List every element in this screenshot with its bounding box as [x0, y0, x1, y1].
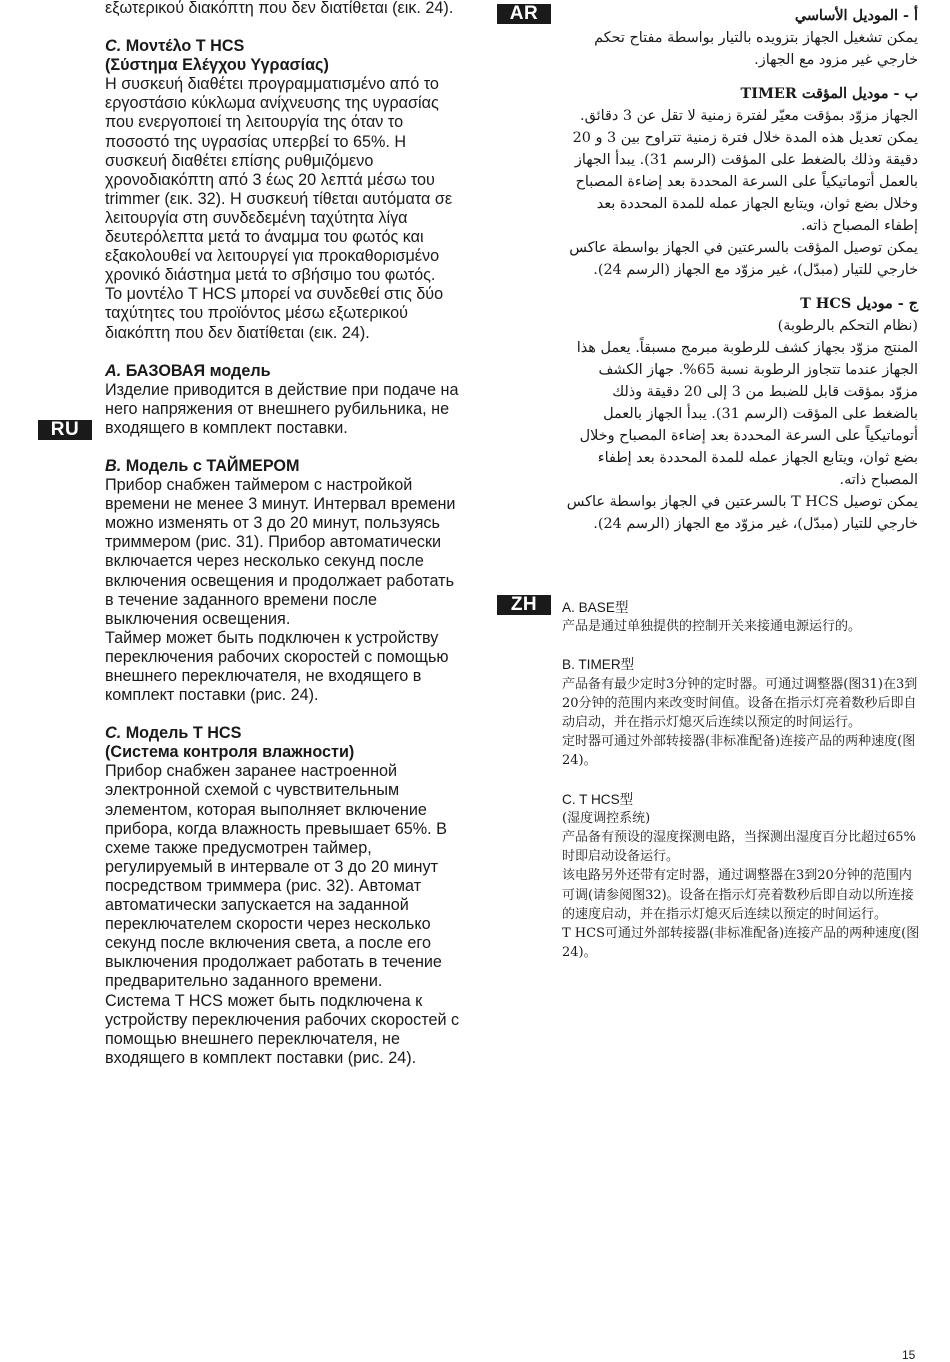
- greek-section: [105, 0, 465, 343]
- ru-a-body: Изделие приводится в действие при подаче на него напряжения от внешнего рубильника, не входящего в комплект поставки.: [105, 380, 459, 437]
- ar-a-title: أ - الموديل الأساسي: [794, 7, 918, 24]
- ru-c-subtitle: (Система контроля влажности): [105, 743, 355, 762]
- ru-b-heading: [105, 457, 465, 476]
- ar-b-body2: يمكن توصيل المؤقت بالسرعتين في الجهاز بواسطة عاكس خارجي للتيار (مبدّل)، غير مزوّد مع الجهاز (الرسم 24).: [569, 240, 918, 278]
- zh-c-title: C. T HCS型: [562, 791, 634, 807]
- ar-c-body1: المنتج مزوّد بجهاز كشف للرطوبة مبرمج مسبقاً. يعمل هذا الجهاز عندما تتجاوز الرطوبة نسبة 65%. جهاز الكشف مزوّد بمؤقت قابل للضبط من 3 إلى 20 دقيقة وذلك بالضغط على المؤقت (الرسم 31). يبدأ الجهاز بالعمل أتوماتيكياً على السرعة المحددة بعد إضاءة المصباح وخلال بضع ثوان، ويتابع الجهاز عمله للمدة المحددة بعد إطفاء المصباح ذاته.: [576, 340, 918, 488]
- ru-b-letter: B.: [105, 456, 122, 475]
- ru-c-body1: Прибор снабжен заранее настроенной электронной схемой с чувствительным элементом, которая выполняет включение прибора, когда влажность превышает 65%. В схеме также предусмотрен таймер, регулируемый в интервале от 3 до 20 минут посредством триммера (рис. 32). Автомат автоматически запускается на заданной переключателем скорости через несколько секунд после включения света, а после его выключения продолжает работать в течение предварительно заданного времени.: [105, 762, 447, 991]
- zh-a-title: A. BASE型: [562, 600, 629, 615]
- ar-c-title: ج - موديل T HCS: [800, 295, 918, 312]
- ar-c-body2: يمكن توصيل T HCS بالسرعتين في الجهاز بواسطة عاكس خارجي للتيار (مبدّل)، غير مزوّد مع الجهاز (الرسم 24).: [566, 494, 918, 532]
- chinese-section: [562, 598, 920, 962]
- zh-b-body1: 产品备有最少定时3分钟的定时器。可通过调整器(图31)在3到20分钟的范围内来改变时间值。设备在指示灯亮着数秒后即自动启动，并在指示灯熄灭后连续以预定的时间运行。: [562, 676, 918, 731]
- greek-c-body2: Το μοντέλο T HCS μπορεί να συνδεθεί στις δύο ταχύτητες του προϊόντος μέσω εξωτερικού διακόπτη που δεν διατίθεται (εικ. 24).: [105, 285, 444, 342]
- zh-c-body3: T HCS可通过外部转接器(非标准配备)连接产品的两种速度(图24)。: [562, 926, 920, 961]
- zh-a-body: 产品是通过单独提供的控制开关来接通电源运行的。: [562, 619, 862, 635]
- greek-c-title: Μοντέλο T HCS: [125, 37, 245, 56]
- arabic-section: [565, 5, 918, 535]
- ru-c-body2: Система T HCS может быть подключена к устройству переключения рабочих скоростей с помощью внешнего переключателя, не входящего в комплект поставки (рис. 24).: [105, 991, 460, 1067]
- ar-a-body: يمكن تشغيل الجهاز بتزويده بالتيار بواسطة مفتاح تحكم خارجي غير مزود مع الجهاز.: [594, 30, 918, 68]
- language-badge-zh: ZH: [497, 595, 551, 615]
- language-badge-ru: RU: [38, 420, 92, 440]
- ru-c-heading: [105, 724, 465, 743]
- ru-b-title: Модель с ТАЙМЕРОМ: [125, 456, 300, 475]
- zh-b-title: B. TIMER型: [562, 657, 635, 673]
- language-badge-ar: AR: [497, 4, 551, 24]
- ru-c-letter: C.: [105, 724, 122, 743]
- greek-c-body1: Η συσκευή διαθέτει προγραμματισμένο από το εργοστάσιο κύκλωμα ανίχνευσης της υγρασίας που ενεργοποιεί τη λειτουργία της όταν το ποσοστό της υγρασίας υπερβεί το 65%. Η συσκευή διαθέτει επίσης ρυθμιζόμενο χρονοδιακόπτη από 3 έως 20 λεπτά μέσω του trimmer (εικ. 32). Η συσκευή τίθεται αυτόματα σε λειτουργία στη συνδεδεμένη ταχύτητα λίγα δευτερόλεπτα μετά το άναμμα του φωτός και εξακολουθεί να λειτουργεί για προκαθορισμένο χρονικό διάστημα μετά το σβήσιμο του φωτός.: [105, 75, 453, 285]
- ar-b-title: ب - موديل المؤقت TIMER: [740, 85, 918, 102]
- ar-c-subtitle: (نظام التحكم بالرطوبة): [777, 318, 918, 334]
- ru-a-title: БАЗОВАЯ модель: [125, 361, 271, 380]
- zh-c-body2: 该电路另外还带有定时器，通过调整器在3到20分钟的范围内可调(请参阅图32)。设备在指示灯亮着数秒后即自动以所连接的速度启动，并在指示灯熄灭后连续以预定的时间运行。: [562, 868, 914, 922]
- zh-b-body2: 定时器可通过外部转接器(非标准配备)连接产品的两种速度(图24)。: [562, 734, 916, 769]
- greek-c-heading: [105, 37, 465, 56]
- russian-section: [105, 362, 465, 1068]
- zh-c-subtitle: (湿度调控系统): [562, 810, 651, 826]
- ru-b-body1: Прибор снабжен таймером с настройкой времени не менее 3 минут. Интервал времени можно изменять от 3 до 20 минут, пользуясь триммером (рис. 31). Прибор автоматически включается через несколько секунд после включения освещения и продолжает работать в течение заданного времени после выключения освещения.: [105, 476, 456, 628]
- ar-b-body1: الجهاز مزوّد بمؤقت معيّر لفترة زمنية لا تقل عن 3 دقائق. يمكن تعديل هذه المدة خلال فترة زمنية تتراوح بين 3 و 20 دقيقة وذلك بالضغط على المؤقت (الرسم 31). يبدأ الجهاز بالعمل أتوماتيكياً على السرعة المحددة بعد إضاءة المصباح وخلال بضع ثوان، ويتابع الجهاز عمله للمدة المحددة بعد إطفاء المصباح ذاته.: [572, 108, 918, 234]
- greek-intro: εξωτερικού διακόπτη που δεν διατίθεται (εικ. 24).: [105, 0, 454, 17]
- left-column: [105, 0, 465, 1068]
- ru-b-body2: Таймер может быть подключен к устройству переключения рабочих скоростей с помощью внешнего переключателя, не входящего в комплект поставки (рис. 24).: [105, 628, 449, 705]
- zh-c-body1: 产品备有预设的湿度探测电路，当探测出湿度百分比超过65%时即启动设备运行。: [562, 830, 916, 865]
- ru-a-letter: A.: [105, 361, 122, 380]
- page-number: 15: [902, 1348, 916, 1362]
- greek-c-letter: C.: [105, 37, 122, 56]
- ru-c-title: Модель T HCS: [125, 724, 242, 743]
- ru-a-heading: [105, 362, 465, 381]
- greek-c-subtitle: (Σύστημα Ελέγχου Υγρασίας): [105, 56, 329, 75]
